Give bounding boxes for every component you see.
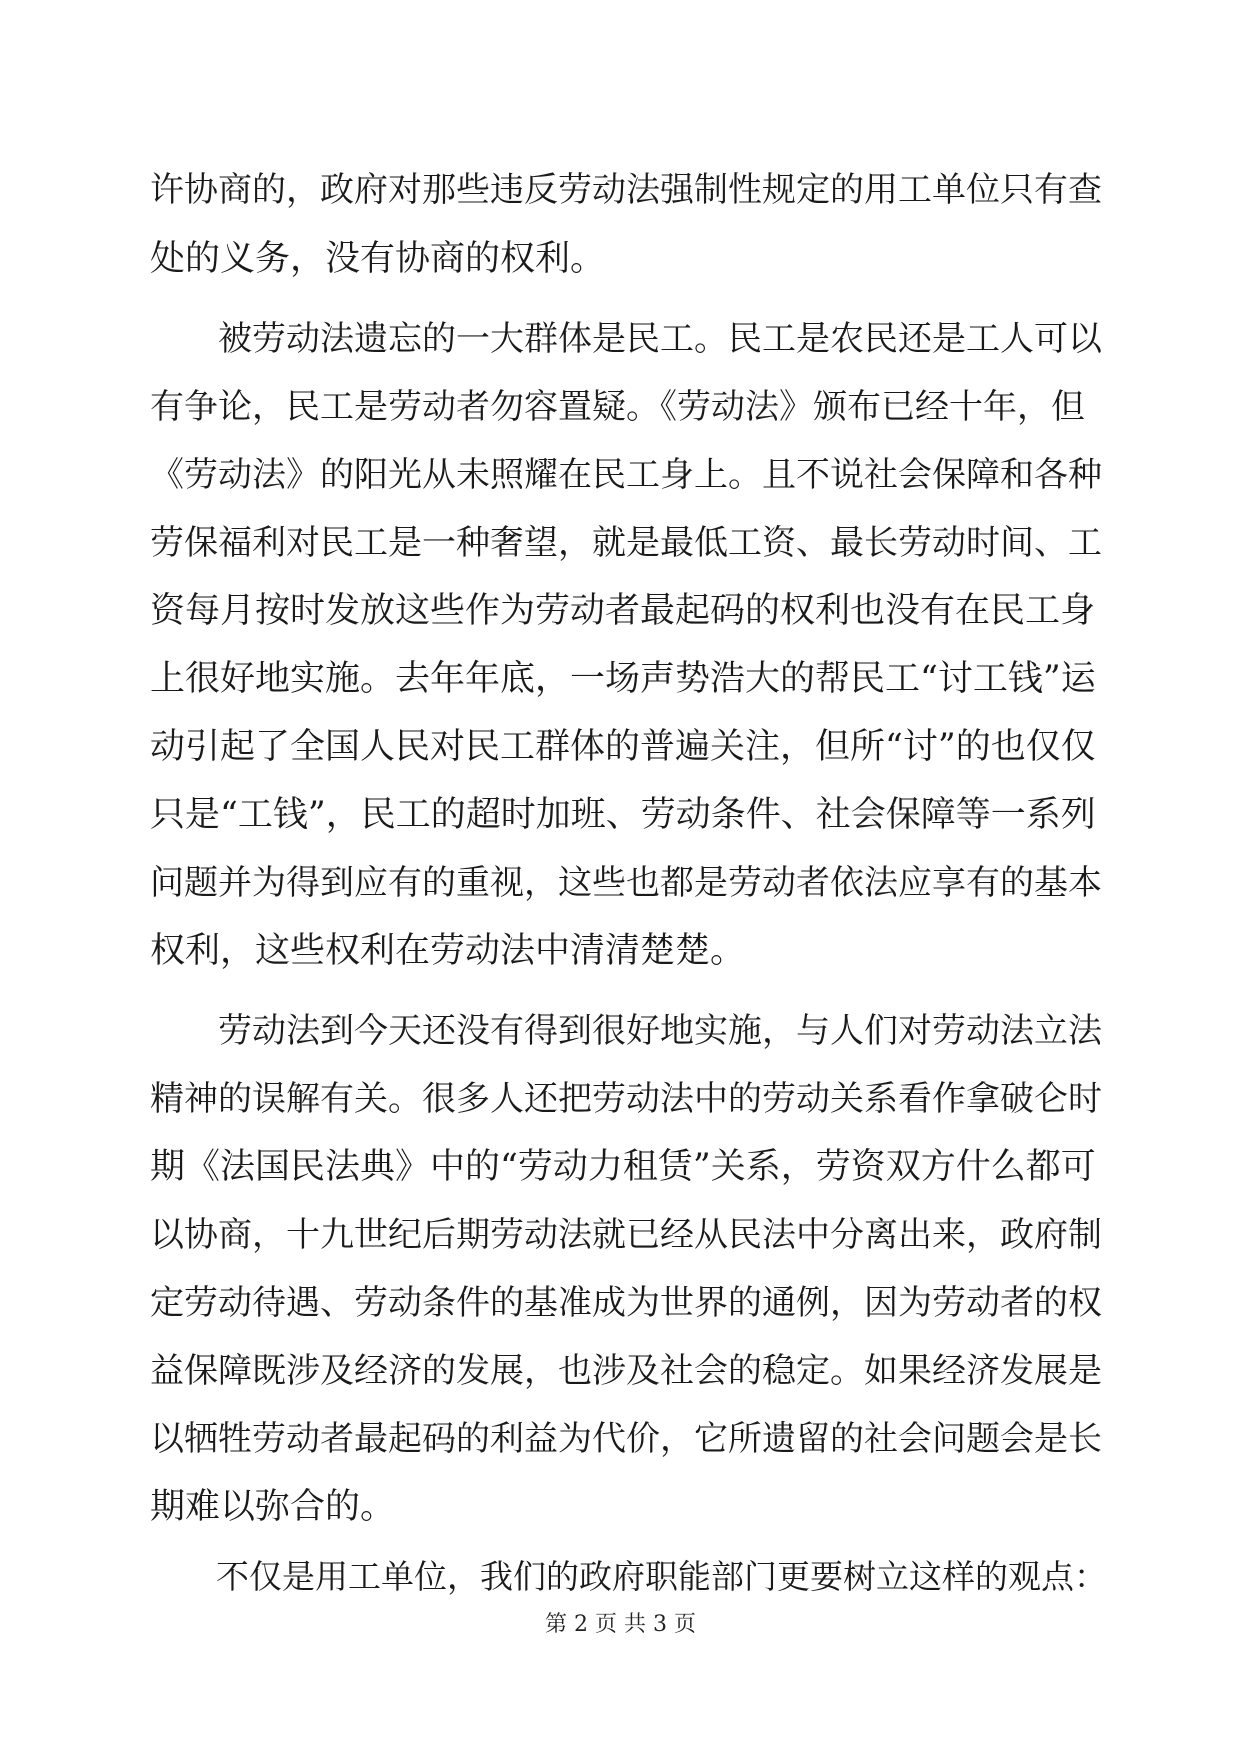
text-line: 劳动法到今天还没有得到很好地实施，与人们对劳动法立法	[150, 1011, 1102, 1051]
text-line: 期难以弥合的。	[150, 1487, 396, 1527]
text-line: 劳保福利对民工是一种奢望，就是最低工资、最长劳动时间、工	[150, 523, 1102, 563]
text-line: 资每月按时发放这些作为劳动者最起码的权利也没有在民工身	[150, 591, 1096, 631]
text-line: 动引起了全国人民对民工群体的普遍关注，但所“讨”的也仅仅	[150, 727, 1096, 767]
text-line: 只是“工钱”，民工的超时加班、劳动条件、社会保障等一系列	[150, 795, 1096, 835]
text-line: 权利，这些权利在劳动法中清清楚楚。	[150, 931, 746, 971]
text-line: 益保障既涉及经济的发展，也涉及社会的稳定。如果经济发展是	[150, 1351, 1102, 1391]
text-line: 处的义务，没有协商的权利。	[150, 239, 606, 279]
text-line: 问题并为得到应有的重视，这些也都是劳动者依法应享有的基本	[150, 863, 1102, 903]
text-line: 《劳动法》的阳光从未照耀在民工身上。且不说社会保障和各种	[150, 455, 1102, 495]
text-line: 以牺牲劳动者最起码的利益为代价，它所遗留的社会问题会是长	[150, 1419, 1102, 1459]
page-number-footer: 第 2 页 共 3 页	[545, 1612, 696, 1637]
text-line: 有争论，民工是劳动者勿容置疑。《劳动法》颁布已经十年，但	[150, 387, 1085, 427]
text-line: 精神的误解有关。很多人还把劳动法中的劳动关系看作拿破仑时	[150, 1079, 1102, 1119]
text-line: 被劳动法遗忘的一大群体是民工。民工是农民还是工人可以	[150, 319, 1102, 359]
text-line: 许协商的，政府对那些违反劳动法强制性规定的用工单位只有查	[150, 170, 1102, 210]
text-line: 以协商，十九世纪后期劳动法就已经从民法中分离出来，政府制	[150, 1215, 1102, 1255]
text-line: 上很好地实施。去年年底，一场声势浩大的帮民工“讨工钱”运	[150, 659, 1096, 699]
text-line: 期《法国民法典》中的“劳动力租赁”关系，劳资双方什么都可	[150, 1147, 1096, 1187]
text-line: 定劳动待遇、劳动条件的基准成为世界的通例，因为劳动者的权	[150, 1283, 1102, 1323]
text-line: 不仅是用工单位，我们的政府职能部门更要树立这样的观点：	[150, 1557, 1107, 1596]
